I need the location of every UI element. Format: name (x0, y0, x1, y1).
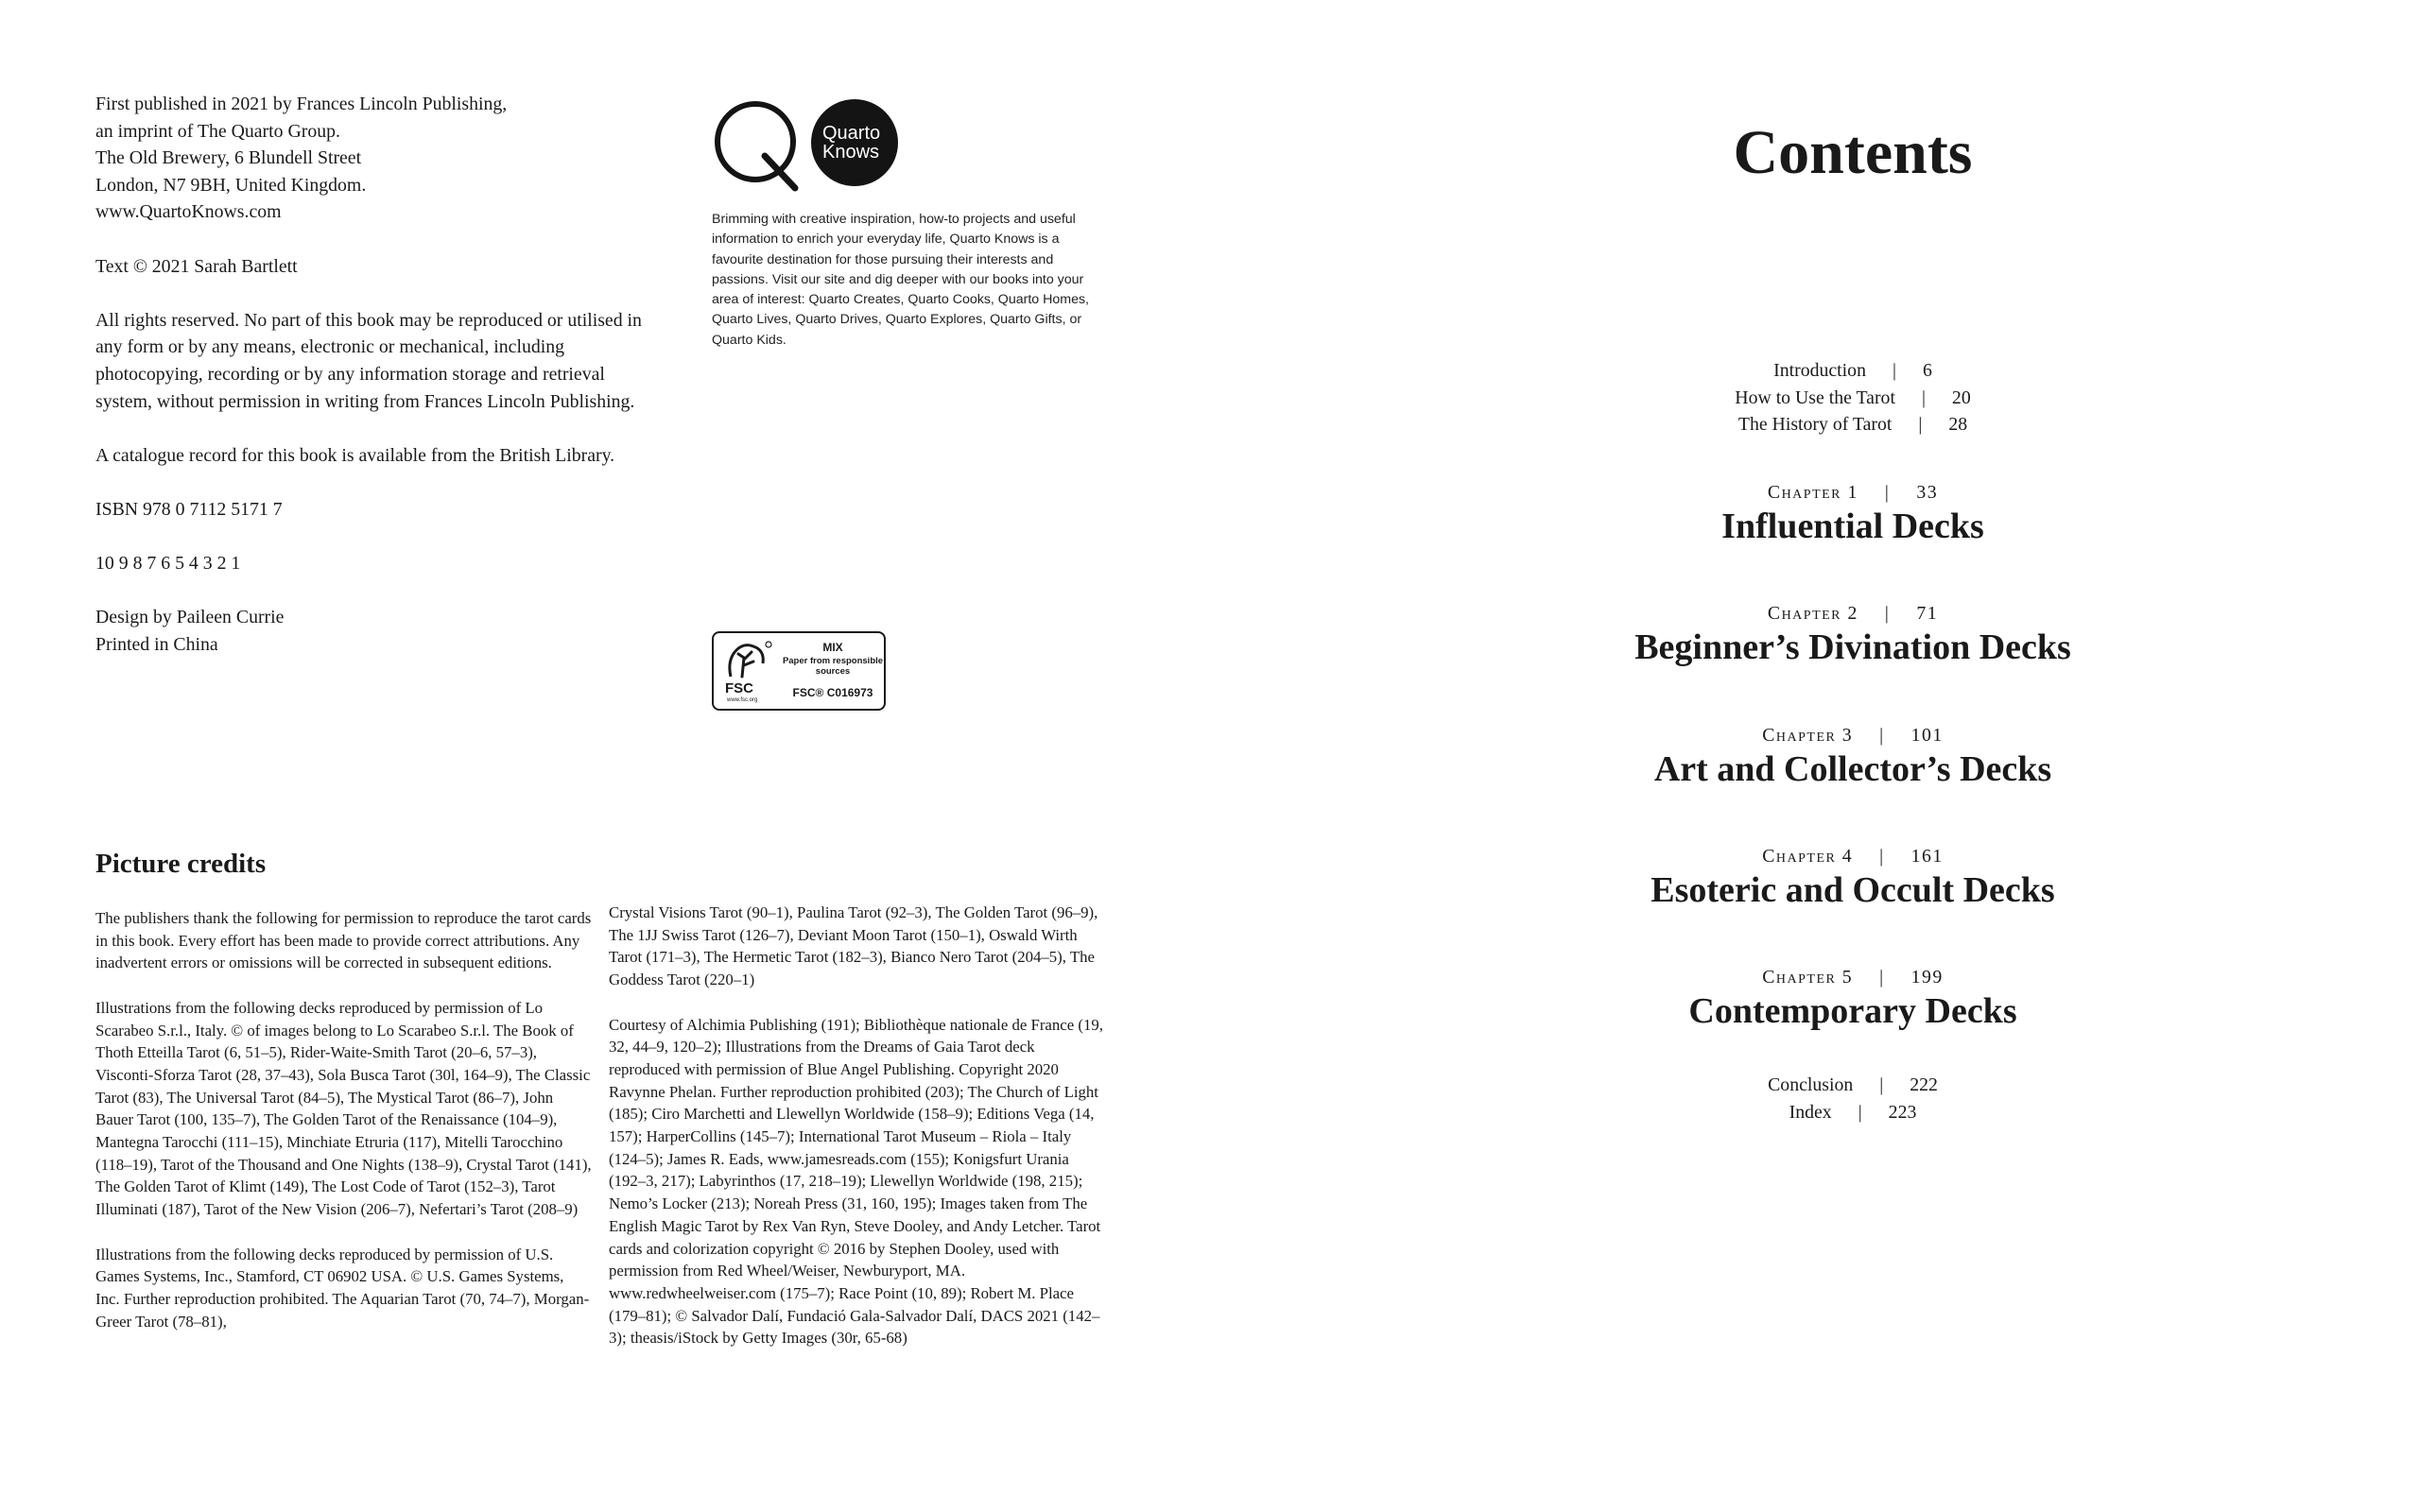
chapter-label: Chapter 4 (1762, 846, 1854, 867)
quarto-q-icon (712, 97, 816, 192)
chapter-label: Chapter 3 (1762, 725, 1854, 746)
print-run: 10 9 8 7 6 5 4 3 2 1 (95, 553, 241, 575)
fsc-mark: FSC (725, 680, 753, 696)
chapter-page: 161 (1910, 846, 1944, 867)
fsc-code: FSC® C016973 (792, 686, 873, 699)
toc-item[interactable] (1475, 411, 2231, 438)
toc-item-page: 28 (1948, 414, 1968, 436)
chapter-title: Art and Collector’s Decks (1653, 749, 2052, 789)
isbn: ISBN 978 0 7112 5171 7 (95, 498, 283, 520)
toc-separator: | (1884, 603, 1891, 624)
toc-item-label: Conclusion (1768, 1074, 1854, 1095)
toc-separator: | (1879, 846, 1885, 867)
toc-separator: | (1879, 725, 1885, 746)
logo-text-knows: Knows (822, 142, 880, 163)
quarto-knows-badge (811, 99, 898, 186)
chapter-page: 71 (1916, 603, 1939, 624)
publisher-line: an imprint of The Quarto Group. (95, 120, 340, 142)
chapter-label: Chapter 1 (1767, 482, 1858, 503)
copyright-notice: Text © 2021 Sarah Bartlett (95, 255, 298, 277)
chapter-title: Beginner’s Divination Decks (1634, 627, 2071, 667)
toc-front-matter (1475, 357, 2231, 438)
toc-separator: | (1892, 360, 1896, 381)
publisher-website: www.QuartoKnows.com (95, 201, 282, 223)
toc-chapter-5[interactable] (1475, 965, 2231, 1033)
chapter-label: Chapter 2 (1767, 603, 1858, 624)
fsc-label (712, 631, 886, 711)
toc-separator: | (1858, 1101, 1862, 1123)
publisher-line: London, N7 9BH, United Kingdom. (95, 174, 367, 196)
toc-separator: | (1879, 967, 1885, 988)
chapter-label-row (1475, 965, 2231, 989)
chapter-label-row (1475, 723, 2231, 747)
credits-paragraph: Illustrations from the following decks reproduced by permission of Lo Scarabeo S.r.l., Italy. © of images belong to Lo Scarabeo S.r.l. The Book of Thoth Etteilla Tarot (6, 51–5), Rider-Waite-Smith Tarot (20–6, 57–3), Visconti-Sforza Tarot (28, 37–43), Sola Busca Tarot (30l, 164–9), The Classic Tarot (83), The Universal Tarot (84–5), The Mystical Tarot (86–7), John Bauer Tarot (100, 135–7), The Golden Tarot of the Renaissance (104–9), Mantegna Tarocchi (111–15), Minchiate Etruria (117), Mitelli Tarocchino (118–19), Tarot of the Thousand and One Nights (138–9), Crystal Tarot (141), The Golden Tarot of Klimt (149), The Lost Code of Tarot (152–3), Tarot Illuminati (187), Tarot of the New Vision (206–7), Nefertari’s Tarot (208–9) (95, 998, 592, 1219)
credits-column-1 (95, 907, 592, 1355)
credits-paragraph: The publishers thank the following for permission to reproduce the tarot cards in this book. Every effort has been made to provide correct attributions. Any inadvertent errors or omissions will be corrected in subsequent editions. (95, 909, 592, 972)
quarto-knows-logo (712, 97, 901, 188)
imprint-block (95, 91, 653, 685)
fsc-mix: MIX (822, 641, 843, 654)
credits-column-2 (609, 902, 1105, 1372)
contents-title: Contents (1733, 118, 1973, 187)
fsc-tree-icon (721, 639, 774, 680)
toc-item-page: 222 (1910, 1074, 1938, 1095)
credits-paragraph: Courtesy of Alchimia Publishing (191); Bibliothèque nationale de France (19, 32, 44–9, 120–2); Illustrations from the Dreams of Gaia Tarot deck reproduced with permission of Blue Angel Publishing. Copyright 2020 Ravynne Phelan. Further reproduction prohibited (203); The Church of Light (185); Ciro Marchetti and Llewellyn Worldwide (158–9); Editions Vega (14, 157); HarperCollins (145–7); International Tarot Museum – Riola – Italy (124–5); James R. Eads, www.jamesreads.com (155); Konigsfurt Urania (192–3, 217); Labyrinthos (17, 218–19); Llewellyn Worldwide (198, 215); Nemo’s Locker (213); Noreah Press (31, 160, 195); Images taken from The English Magic Tarot by Rex Van Ryn, Steve Dooley, and Andy Letcher. Tarot cards and colorization copyright © 2016 by Stephen Dooley, used with permission from Red Wheel/Weiser, Newburyport, MA. www.redwheelweiser.com (175–7); Race Point (10, 89); Robert M. Place (179–81); © Salvador Dalí, Fundació Gala-Salvador Dalí, DACS 2021 (142–3); theasis/iStock by Getty Images (30r, 65-68) (609, 1015, 1103, 1348)
quarto-blurb: Brimming with creative inspiration, how-to projects and useful information to enrich your everyday life, Quarto Knows is a favourite destination for those pursuing their interests and passions. Visit our site and dig deeper with our books into your area of interest: Quarto Creates, Quarto Cooks, Quarto Homes, Quarto Lives, Quarto Drives, Quarto Explores, Quarto Gifts, or Quarto Kids. (712, 212, 1090, 348)
printed-in: Printed in China (95, 633, 218, 655)
chapter-page: 199 (1910, 967, 1944, 988)
chapter-label-row (1475, 601, 2231, 626)
toc-item-page: 223 (1888, 1101, 1917, 1123)
chapter-label: Chapter 5 (1762, 967, 1854, 988)
credits-paragraph: Illustrations from the following decks reproduced by permission of U.S. Games Systems, Inc., Stamford, CT 06902 USA. © U.S. Games Systems, Inc. Further reproduction prohibited. The Aquarian Tarot (70, 74–7), Morgan-Greer Tarot (78–81), (95, 1245, 590, 1331)
credits-paragraph: Crystal Visions Tarot (90–1), Paulina Tarot (92–3), The Golden Tarot (96–9), The 1JJ Swiss Tarot (126–7), Deviant Moon Tarot (150–1), Oswald Wirth Tarot (171–3), The Hermetic Tarot (182–3), Bianco Nero Tarot (204–5), The Goddess Tarot (220–1) (609, 903, 1098, 989)
chapter-label-row (1475, 480, 2231, 505)
toc-item[interactable] (1475, 357, 2231, 385)
toc-item[interactable] (1475, 385, 2231, 412)
toc-chapter-3[interactable] (1475, 723, 2231, 791)
chapter-page: 101 (1910, 725, 1944, 746)
chapter-title: Contemporary Decks (1688, 991, 2017, 1031)
toc-item-label: Introduction (1773, 360, 1866, 381)
design-printing (95, 604, 653, 658)
publisher-line: First published in 2021 by Frances Lincoln Publishing, (95, 94, 508, 114)
toc-chapter-2[interactable] (1475, 601, 2231, 669)
toc-item-label: Index (1789, 1101, 1832, 1123)
toc-item-label: How to Use the Tarot (1735, 387, 1895, 408)
toc-separator: | (1879, 1074, 1884, 1095)
toc-end-matter (1475, 1072, 2231, 1125)
logo-text-quarto: Quarto (822, 123, 881, 144)
toc-item-page: 20 (1951, 387, 1971, 408)
catalogue-notice: A catalogue record for this book is available from the British Library. (95, 444, 615, 466)
toc-item-label: The History of Tarot (1737, 414, 1893, 436)
rights-notice: All rights reserved. No part of this book may be reproduced or utilised in any form or by any means, electronic or mechanical, including photocopying, recording or by any information storage and retrieval system, without permission in writing from Frances Lincoln Publishing. (95, 309, 642, 412)
toc-chapter-1[interactable] (1475, 480, 2231, 548)
toc-chapter-4[interactable] (1475, 844, 2231, 912)
fsc-url: www.fsc.org (727, 697, 758, 703)
picture-credits-heading: Picture credits (95, 849, 267, 879)
chapter-title: Influential Decks (1721, 507, 1984, 546)
toc-separator: | (1884, 482, 1891, 503)
toc-item[interactable] (1475, 1099, 2231, 1126)
chapter-page: 33 (1916, 482, 1939, 503)
fsc-paper-text: Paper from responsible sources (782, 656, 884, 677)
chapter-title: Esoteric and Occult Decks (1651, 870, 2055, 910)
design-credit: Design by Paileen Currie (95, 607, 285, 628)
publisher-line: The Old Brewery, 6 Blundell Street (95, 147, 362, 169)
toc-item-page: 6 (1922, 360, 1932, 381)
publisher-address (95, 91, 653, 226)
toc-separator: | (1918, 414, 1923, 436)
toc-separator: | (1921, 387, 1926, 408)
toc-item[interactable] (1475, 1072, 2231, 1099)
chapter-label-row (1475, 844, 2231, 868)
